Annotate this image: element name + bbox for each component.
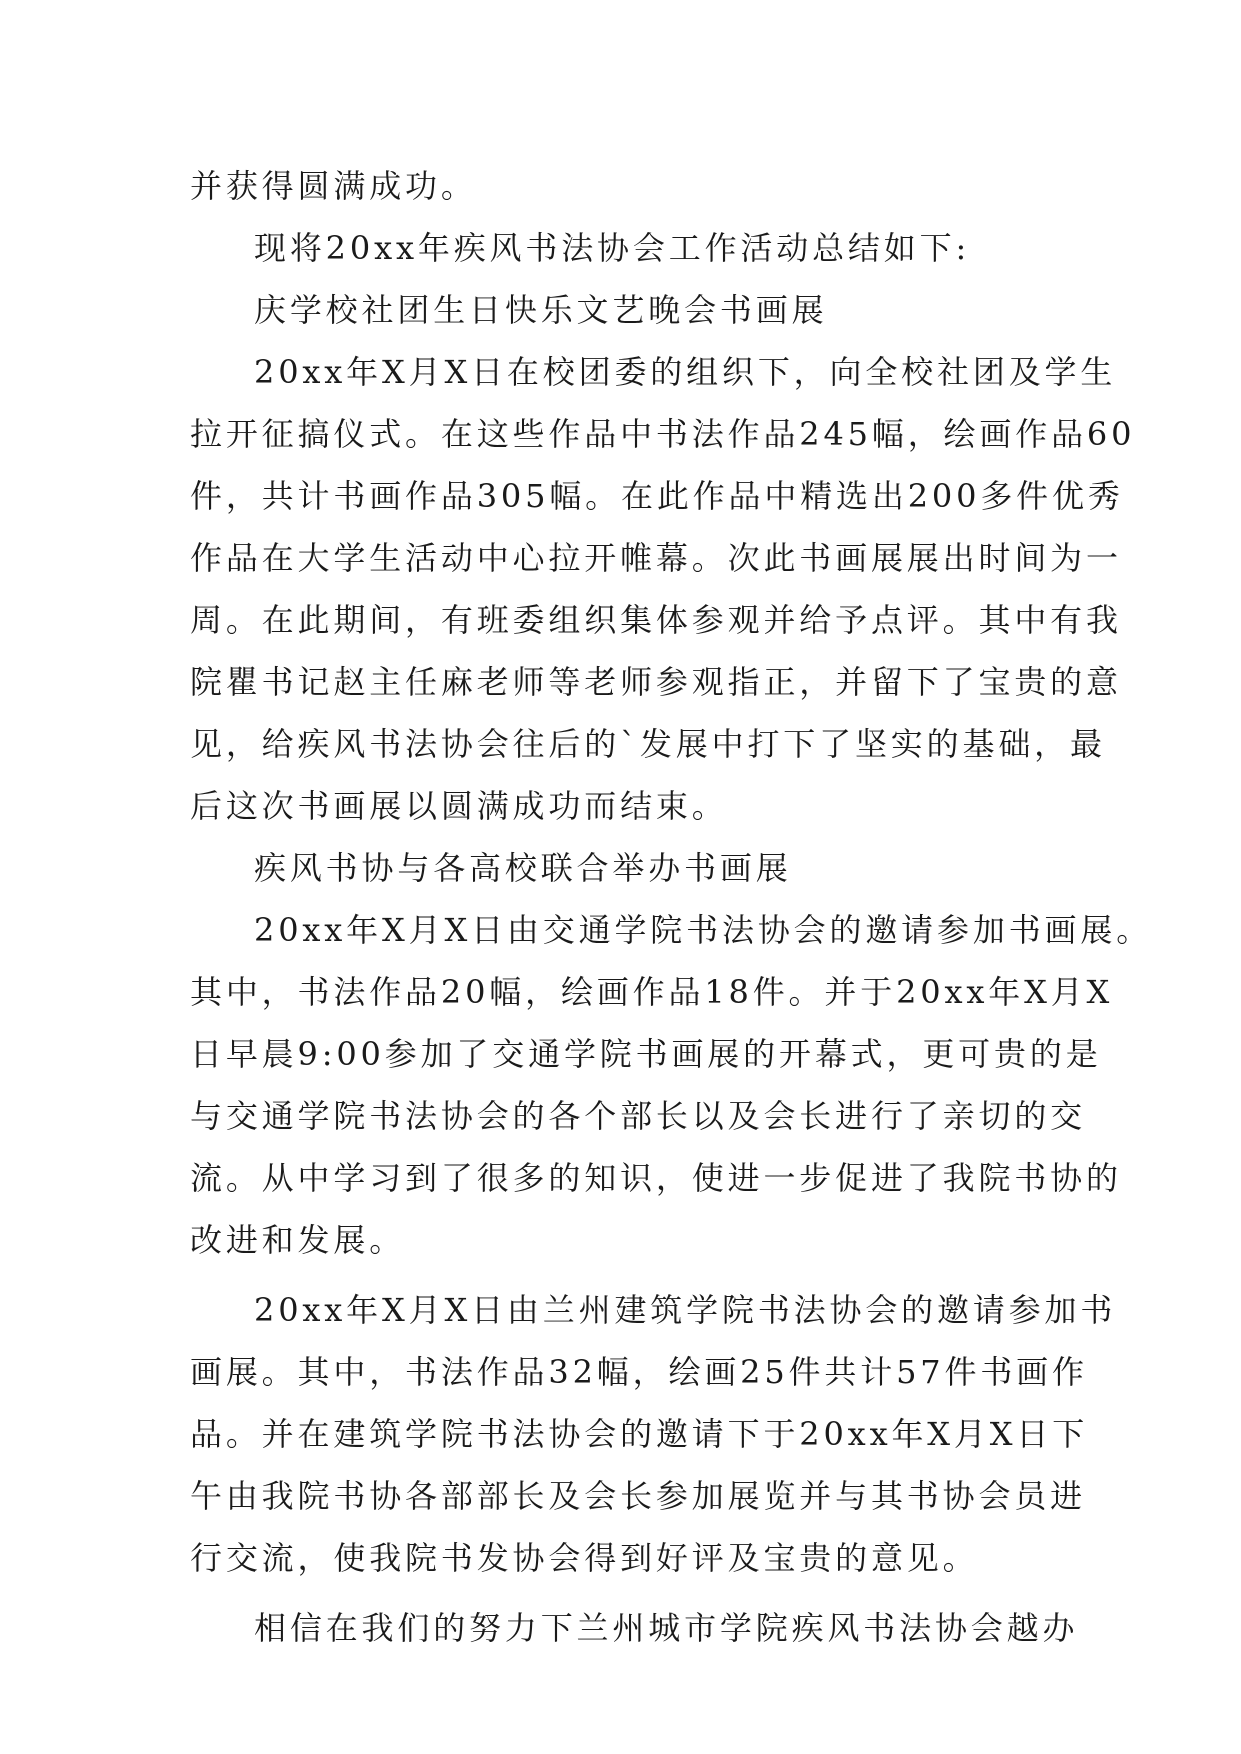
text-line: 日早晨9:00参加了交通学院书画展的开幕式，更可贵的是 bbox=[190, 1035, 1102, 1073]
text-line: 20xx年X月X日由交通学院书法协会的邀请参加书画展。 bbox=[254, 911, 1153, 949]
text-line: 院瞿书记赵主任麻老师等老师参观指正，并留下了宝贵的意 bbox=[190, 663, 1122, 701]
text-line: 20xx年X月X日在校团委的组织下，向全校社团及学生 bbox=[254, 353, 1117, 391]
text-line: 流。从中学习到了很多的知识，使进一步促进了我院书协的 bbox=[190, 1159, 1122, 1197]
text-line: 品。并在建筑学院书法协会的邀请下于20xx年X月X日下 bbox=[190, 1415, 1089, 1453]
text-line: 午由我院书协各部部长及会长参加展览并与其书协会员进 bbox=[190, 1477, 1087, 1515]
section-heading: 疾风书协与各高校联合举办书画展 bbox=[254, 849, 792, 887]
text-line: 周。在此期间，有班委组织集体参观并给予点评。其中有我 bbox=[190, 601, 1122, 639]
text-line: 作品在大学生活动中心拉开帷幕。次此书画展展出时间为一 bbox=[190, 539, 1122, 577]
document-body bbox=[190, 155, 1153, 1659]
text-line: 改进和发展。 bbox=[190, 1221, 406, 1259]
text-line: 拉开征搞仪式。在这些作品中书法作品245幅，绘画作品60 bbox=[190, 415, 1136, 453]
text-line: 与交通学院书法协会的各个部长以及会长进行了亲切的交 bbox=[190, 1097, 1087, 1135]
text-line: 并获得圆满成功。 bbox=[190, 167, 477, 205]
text-line: 行交流，使我院书发协会得到好评及宝贵的意见。 bbox=[190, 1539, 979, 1577]
text-line: 现将20xx年疾风书法协会工作活动总结如下: bbox=[254, 229, 971, 267]
text-line: 后这次书画展以圆满成功而结束。 bbox=[190, 787, 728, 825]
text-line: 相信在我们的努力下兰州城市学院疾风书法协会越办 bbox=[254, 1609, 1079, 1647]
text-line: 画展。其中，书法作品32幅，绘画25件共计57件书画作 bbox=[190, 1353, 1088, 1391]
text-line: 其中，书法作品20幅，绘画作品18件。并于20xx年X月X bbox=[190, 973, 1114, 1011]
text-line: 件，共计书画作品305幅。在此作品中精选出200多件优秀 bbox=[190, 477, 1124, 515]
text-line: 20xx年X月X日由兰州建筑学院书法协会的邀请参加书 bbox=[254, 1291, 1117, 1329]
text-line: 见，给疾风书法协会往后的`发展中打下了坚实的基础，最 bbox=[190, 725, 1106, 763]
section-heading: 庆学校社团生日快乐文艺晚会书画展 bbox=[254, 291, 828, 329]
